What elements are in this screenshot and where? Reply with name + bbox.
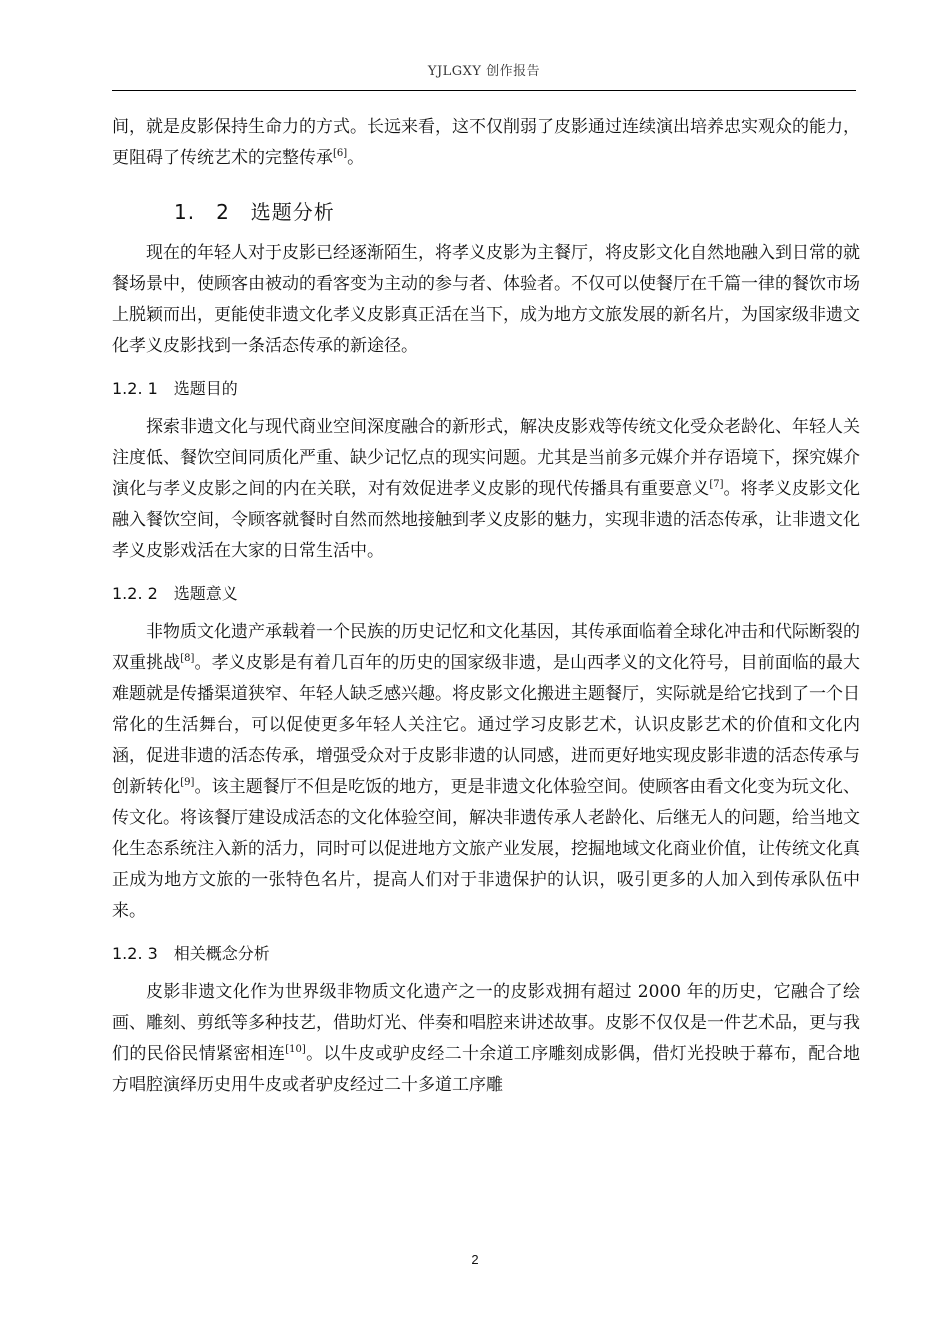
running-header: YJLGXY 创作报告 <box>427 64 541 79</box>
paragraph: 现在的年轻人对于皮影已经逐渐陌生，将孝义皮影为主餐厅，将皮影文化自然地融入到日常的就餐场景中，使顾客由被动的看客变为主动的参与者、体验者。不仅可以使餐厅在千篇一律的餐饮市场上脱颖而出，更能使非遗文化孝义皮影真正活在当下，成为地方文旅发展的新名片，为国家级非遗文化孝义皮影找到一条活态传承的新途径。 <box>112 243 860 356</box>
paragraph-text: 。以牛皮或驴皮经二十余道工序雕刻成影偶，借灯光投映于幕布，配合地方唱腔演绎历史用牛皮或者驴皮经过二十多道工序雕 <box>112 1044 861 1095</box>
paragraph-text: 非物质文化遗产承载着一个民族的历史记忆和文化基因，其传承面临着全球化冲击和代际断裂的双重挑战 <box>112 622 860 673</box>
citation-ref: [6] <box>333 148 348 159</box>
page-number: 2 <box>471 1252 479 1267</box>
citation-ref: [7] <box>709 479 724 490</box>
subsection-heading: 1.2. 2 选题意义 <box>112 584 238 603</box>
paragraph-text: 。 <box>347 148 365 168</box>
header-rule <box>112 90 856 91</box>
citation-ref: [10] <box>285 1044 306 1055</box>
paragraph <box>112 412 860 567</box>
paragraph-text: 。孝义皮影是有着几百年的历史的国家级非遗，是山西孝义的文化符号，目前面临的最大难题就是传播渠道狭窄、年轻人缺乏感兴趣。将皮影文化搬进主题餐厅，实际就是给它找到了一个日常化的生活舞台，可以促使更多年轻人关注它。通过学习皮影艺术，认识皮影艺术的价值和文化内涵，促进非遗的活态传承，增强受众对于皮影非遗的认同感，进而更好地实现皮影非遗的活态传承与创新转化 <box>112 653 861 797</box>
citation-ref: [8] <box>180 653 195 664</box>
subsection-heading: 1.2. 1 选题目的 <box>112 379 238 398</box>
subsection-heading: 1.2. 3 相关概念分析 <box>112 944 270 963</box>
paragraph-continuation <box>112 112 860 174</box>
paragraph <box>112 617 860 927</box>
page-body <box>112 112 860 1101</box>
citation-ref: [9] <box>180 777 195 788</box>
paragraph-text: 间，就是皮影保持生命力的方式。长远来看，这不仅削弱了皮影通过连续演出培养忠实观众的能力，更阻碍了传统艺术的完整传承 <box>112 117 860 168</box>
paragraph-text: 。将孝义皮影文化融入餐饮空间，令顾客就餐时自然而然地接触到孝义皮影的魅力，实现非遗的活态传承，让非遗文化孝义皮影戏活在大家的日常生活中。 <box>112 479 861 561</box>
paragraph-text: 皮影非遗文化作为世界级非物质文化遗产之一的皮影戏拥有超过 2000 年的历史，它融合了绘画、雕刻、剪纸等多种技艺，借助灯光、伴奏和唱腔来讲述故事。皮影不仅仅是一件艺术品，更与我们的民俗民情紧密相连 <box>112 982 860 1064</box>
paragraph <box>112 977 860 1101</box>
paragraph-text: 探索非遗文化与现代商业空间深度融合的新形式，解决皮影戏等传统文化受众老龄化、年轻人关注度低、餐饮空间同质化严重、缺少记忆点的现实问题。尤其是当前多元媒介并存语境下，探究媒介演化与孝义皮影之间的内在关联，对有效促进孝义皮影的现代传播具有重要意义 <box>112 417 860 499</box>
section-heading: 1. 2 选题分析 <box>174 200 335 224</box>
paragraph-text: 。该主题餐厅不但是吃饭的地方，更是非遗文化体验空间。使顾客由看文化变为玩文化、传文化。将该餐厅建设成活态的文化体验空间，解决非遗传承人老龄化、后继无人的问题，给当地文化生态系统注入新的活力，同时可以促进地方文旅产业发展，挖掘地域文化商业价值，让传统文化真正成为地方文旅的一张特色名片，提高人们对于非遗保护的认识，吸引更多的人加入到传承队伍中来。 <box>112 777 861 921</box>
